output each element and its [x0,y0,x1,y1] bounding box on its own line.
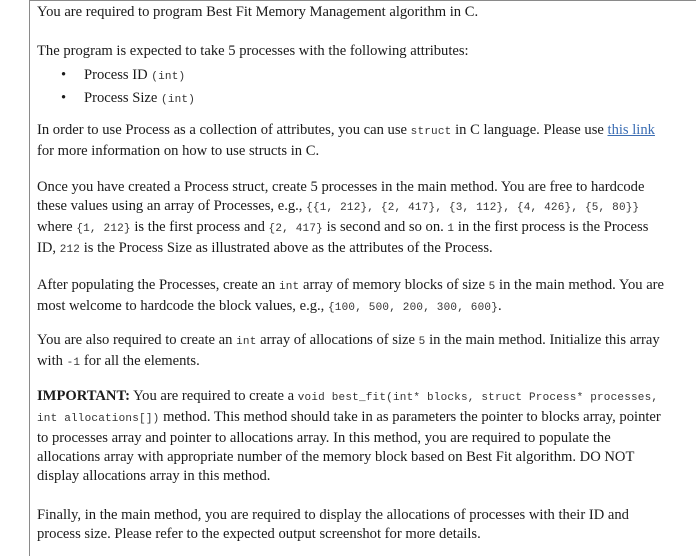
attribute-type: (int) [151,71,186,83]
attribute-list [37,65,665,111]
paragraph-text: in the main method. Initialize this array with [37,332,660,369]
structs-link[interactable]: this link [607,122,655,138]
inline-code: 1 [447,223,455,235]
paragraph-text: You are also required to create an [37,332,237,348]
assignment-title: You are required to program Best Fit Memory Management algorithm in C. [37,4,479,20]
inline-code: 5 [418,336,426,348]
attribute-label: Process ID [84,67,152,83]
inline-code: struct [410,126,452,138]
paragraph-text: array of allocations of size [256,332,419,348]
paragraph-text: Once you have created a Process struct, create 5 processes in the main method. You are free to hardcode these values using an array of Processes, e.g., [37,179,645,214]
paragraph-text: for more information on how to use structs in C. [37,143,320,159]
bullet-icon: • [61,90,67,106]
inline-code: {2, 417} [268,223,323,235]
paragraph-text: in the main method. You are most welcome to hardcode the block values, e.g., [37,277,665,314]
paragraph-text: is the Process Size as illustrated above as the attributes of the Process. [80,240,493,256]
paragraph-text: array of memory blocks of size [299,277,489,293]
inline-code: 212 [59,244,81,256]
final-paragraph: Finally, in the main method, you are required to display the allocations of processes with their ID and process size. Please refer to the expected output screenshot for more details. [37,507,629,542]
list-item [37,88,665,111]
inline-code: -1 [66,357,81,369]
paragraph-text: in the first process is the Process ID, [37,219,649,256]
paragraph-text: You are required to create a [129,388,298,404]
struct-paragraph [37,121,665,161]
paragraph-text: in C language. Please use [451,122,608,138]
intro-section [37,42,665,111]
inline-code: int [236,336,257,348]
inline-code: {{1, 212}, {2, 417}, {3, 112}, {4, 426}, {5, 80}} [306,202,640,214]
inline-code: 5 [488,281,496,293]
important-label: IMPORTANT: [37,388,130,404]
paragraph-text: is the first process and [130,219,269,235]
paragraph-text: After populating the Processes, create an [37,277,279,293]
paragraph-text: . [498,298,502,314]
attribute-type: (int) [161,94,196,106]
inline-code: {1, 212} [76,223,131,235]
paragraph-text: method. This method should take in as parameters the pointer to blocks array, pointer to processes array and pointer to allocations array. In this method, you are required to populate the allocations array with appropriate number of the memory block based on Best Fit algorithm. DO NOT display allocations array in this method. [37,409,661,484]
intro-text: The program is expected to take 5 processes with the following attributes: [37,43,469,59]
function-signature: void best_fit(int* blocks, struct Process* processes, int allocations[]) [37,392,659,425]
paragraph-text: for all the elements. [80,353,200,369]
allocations-paragraph [37,331,665,373]
paragraph-text: where [37,219,77,235]
inline-code: {100, 500, 200, 300, 600} [327,302,499,314]
paragraph-text: In order to use Process as a collection of attributes, you can use [37,122,411,138]
inline-code: int [278,281,300,293]
blocks-paragraph [37,276,665,318]
attribute-label: Process Size [84,90,162,106]
list-item [37,65,665,88]
bullet-icon: • [61,67,67,83]
important-paragraph [37,387,665,486]
create-paragraph [37,178,665,260]
paragraph-text: is second and so on. [322,219,448,235]
